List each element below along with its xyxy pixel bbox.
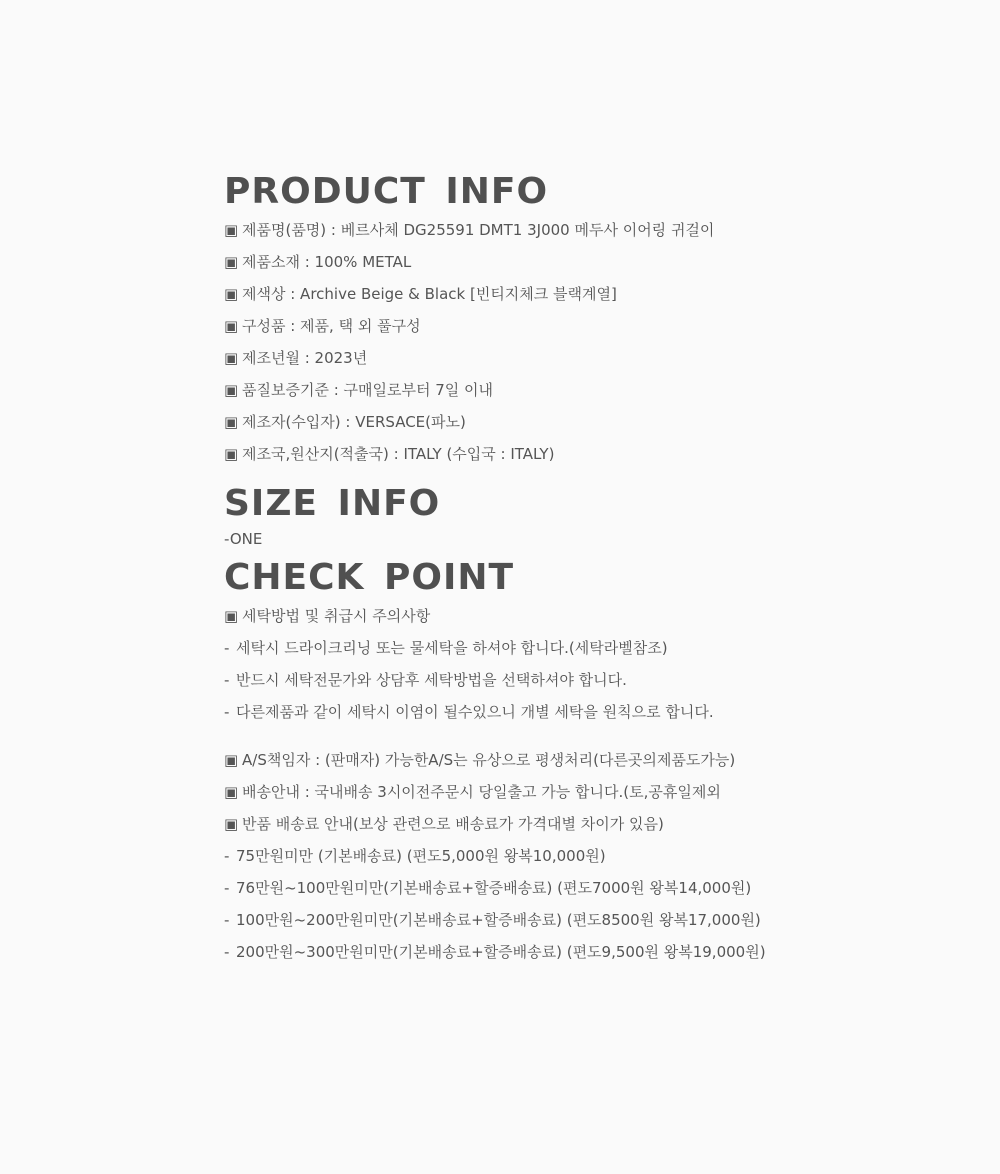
wash-title-text: 세탁방법 및 취급시 주의사항 xyxy=(242,607,431,625)
dash-bullet: - xyxy=(224,943,230,961)
list-item xyxy=(224,776,964,808)
delivery-text: 배송안내 : 국내배송 3시이전주문시 당일출고 가능 합니다.(토,공휴일제외 xyxy=(242,783,721,801)
list-item xyxy=(224,374,964,406)
list-item xyxy=(224,632,964,664)
square-bullet-icon: ▣ xyxy=(224,221,239,239)
list-item xyxy=(224,406,964,438)
dash-bullet: - xyxy=(224,911,230,929)
square-bullet-icon: ▣ xyxy=(224,751,239,769)
square-bullet-icon: ▣ xyxy=(224,607,239,625)
list-item xyxy=(224,808,964,840)
product-detail-info xyxy=(224,172,964,968)
square-bullet-icon: ▣ xyxy=(224,413,239,431)
return-fee-text: 75만원미만 (기본배송료) (편도5,000원 왕복10,000원) xyxy=(236,847,606,865)
list-item xyxy=(224,744,964,776)
list-item xyxy=(224,696,964,728)
size-info-heading: SIZE INFO xyxy=(224,483,441,524)
warranty-text: 품질보증기준 : 구매일로부터 7일 이내 xyxy=(242,381,494,399)
product-info-list xyxy=(224,214,964,470)
manufacture-date-text: 제조년월 : 2023년 xyxy=(242,349,368,367)
return-title-text: 반품 배송료 안내(보상 관련으로 배송료가 가격대별 차이가 있음) xyxy=(242,815,664,833)
product-material-text: 제품소재 : 100% METAL xyxy=(242,253,412,271)
return-fee-text: 200만원~300만원미만(기본배송료+할증배송료) (편도9,500원 왕복19,000원) xyxy=(236,943,766,961)
check-point-heading: CHECK POINT xyxy=(224,557,515,598)
size-value: -ONE xyxy=(224,530,263,548)
check-point-list xyxy=(224,600,964,968)
list-item xyxy=(224,664,964,696)
square-bullet-icon: ▣ xyxy=(224,783,239,801)
product-components-text: 구성품 : 제품, 택 외 풀구성 xyxy=(242,317,421,335)
list-item xyxy=(224,310,964,342)
product-info-heading: PRODUCT INFO xyxy=(224,171,549,212)
square-bullet-icon: ▣ xyxy=(224,253,239,271)
list-item xyxy=(224,342,964,374)
as-text: A/S책임자 : (판매자) 가능한A/S는 유상으로 평생처리(다른곳의제품도가능) xyxy=(242,751,736,769)
dash-bullet: - xyxy=(224,703,230,721)
product-color-text: 제색상 : Archive Beige & Black [빈티지체크 블랙계열] xyxy=(242,285,617,303)
manufacturer-text: 제조자(수입자) : VERSACE(파노) xyxy=(242,413,466,431)
list-item xyxy=(224,904,964,936)
square-bullet-icon: ▣ xyxy=(224,381,239,399)
dash-bullet: - xyxy=(224,639,230,657)
dash-bullet: - xyxy=(224,671,230,689)
wash-item-text: 반드시 세탁전문가와 상담후 세탁방법을 선택하셔야 합니다. xyxy=(236,671,627,689)
square-bullet-icon: ▣ xyxy=(224,285,239,303)
list-item xyxy=(224,438,964,470)
wash-item-text: 세탁시 드라이크리닝 또는 물세탁을 하셔야 합니다.(세탁라벨참조) xyxy=(236,639,668,657)
return-fee-text: 76만원~100만원미만(기본배송료+할증배송료) (편도7000원 왕복14,000원) xyxy=(236,879,752,897)
list-item xyxy=(224,278,964,310)
square-bullet-icon: ▣ xyxy=(224,317,239,335)
square-bullet-icon: ▣ xyxy=(224,445,239,463)
list-item xyxy=(224,872,964,904)
wash-item-text: 다른제품과 같이 세탁시 이염이 될수있으니 개별 세탁을 원칙으로 합니다. xyxy=(236,703,714,721)
section-gap xyxy=(224,728,964,744)
dash-bullet: - xyxy=(224,847,230,865)
list-item xyxy=(224,600,964,632)
list-item xyxy=(224,214,964,246)
return-fee-text: 100만원~200만원미만(기본배송료+할증배송료) (편도8500원 왕복17,000원) xyxy=(236,911,761,929)
dash-bullet: - xyxy=(224,879,230,897)
square-bullet-icon: ▣ xyxy=(224,815,239,833)
product-name-text: 제품명(품명) : 베르사체 DG25591 DMT1 3J000 메두사 이어링 귀걸이 xyxy=(242,221,715,239)
origin-text: 제조국,원산지(적출국) : ITALY (수입국 : ITALY) xyxy=(242,445,555,463)
square-bullet-icon: ▣ xyxy=(224,349,239,367)
list-item xyxy=(224,246,964,278)
list-item xyxy=(224,936,964,968)
list-item xyxy=(224,840,964,872)
